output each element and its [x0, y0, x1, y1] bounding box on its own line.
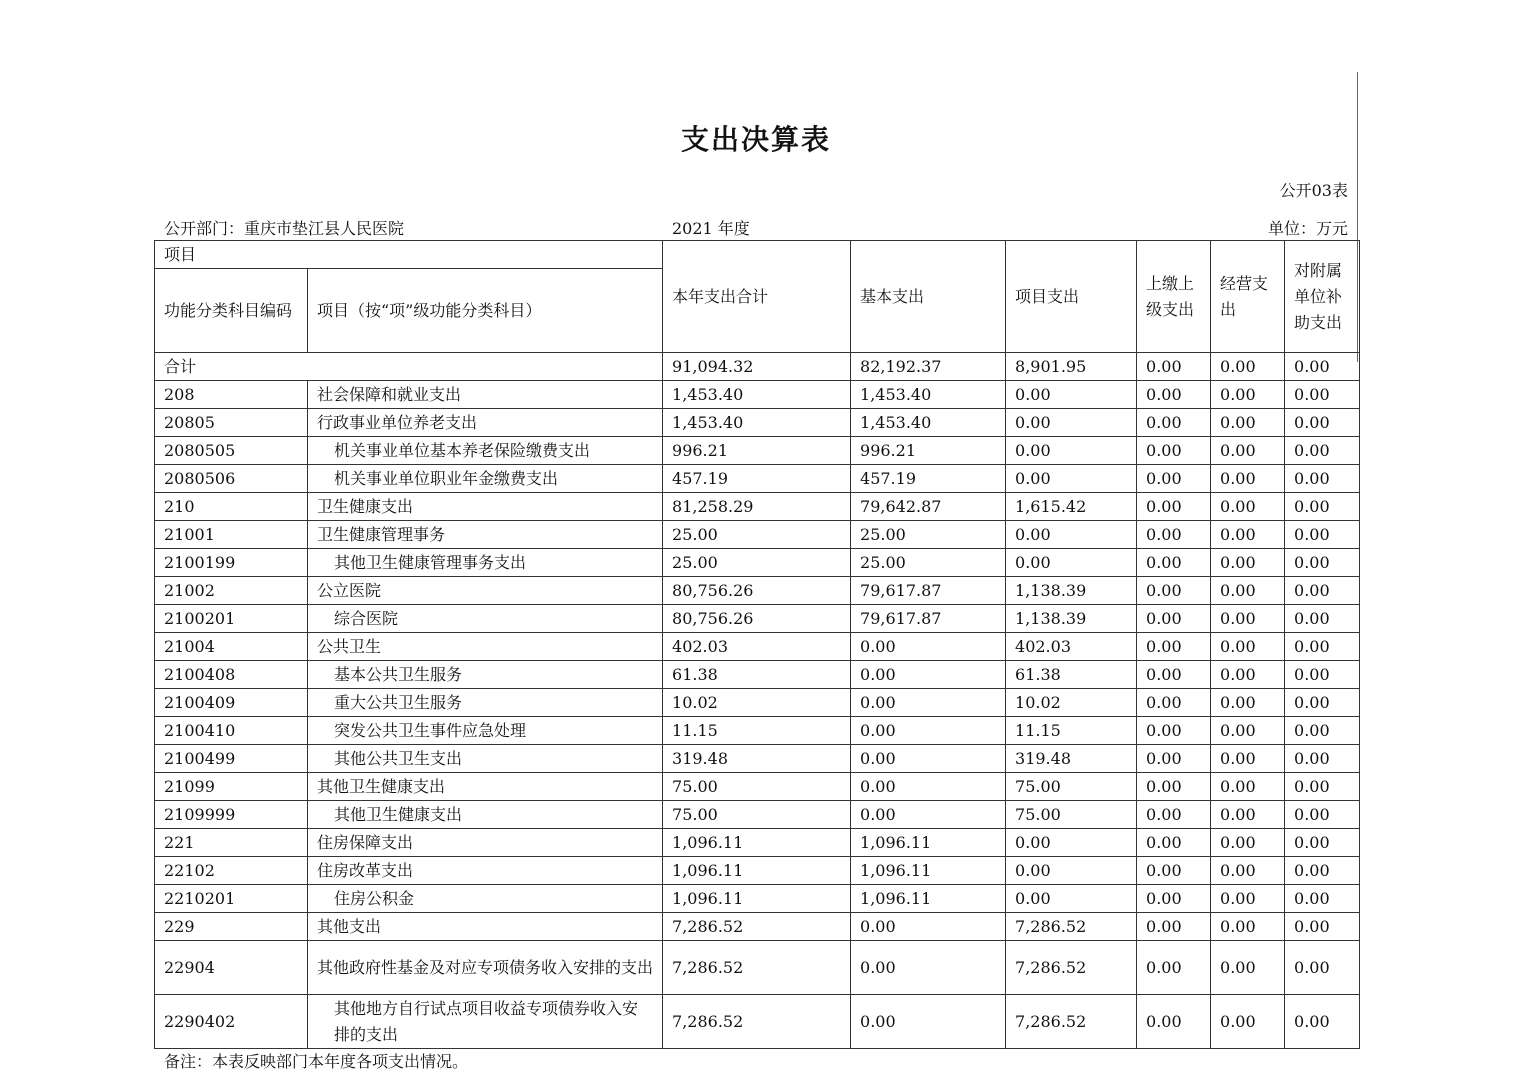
- row-code: 21002: [155, 577, 308, 605]
- row-total: 1,096.11: [663, 829, 851, 857]
- row-subsidy: 0.00: [1285, 885, 1360, 913]
- row-upper: 0.00: [1137, 521, 1211, 549]
- total-subsidy: 0.00: [1285, 353, 1360, 381]
- row-name: 重大公共卫生服务: [308, 689, 663, 717]
- row-total: 7,286.52: [663, 995, 851, 1049]
- row-code: 210: [155, 493, 308, 521]
- row-total: 10.02: [663, 689, 851, 717]
- row-subsidy: 0.00: [1285, 465, 1360, 493]
- row-name: 住房改革支出: [308, 857, 663, 885]
- row-name: 社会保障和就业支出: [308, 381, 663, 409]
- row-total: 1,096.11: [663, 857, 851, 885]
- year-label: 2021 年度: [672, 219, 750, 238]
- row-upper: 0.00: [1137, 633, 1211, 661]
- row-business: 0.00: [1211, 857, 1285, 885]
- table-row: [155, 857, 1360, 885]
- row-name: 行政事业单位养老支出: [308, 409, 663, 437]
- page-title: 支出决算表: [680, 123, 831, 156]
- row-upper: 0.00: [1137, 689, 1211, 717]
- row-name: 综合医院: [308, 605, 663, 633]
- row-upper: 0.00: [1137, 661, 1211, 689]
- row-subsidy: 0.00: [1285, 549, 1360, 577]
- row-basic: 1,453.40: [851, 409, 1006, 437]
- row-total: 319.48: [663, 745, 851, 773]
- row-total: 1,453.40: [663, 381, 851, 409]
- row-upper: 0.00: [1137, 829, 1211, 857]
- table-row: [155, 885, 1360, 913]
- row-name: 其他支出: [308, 913, 663, 941]
- row-business: 0.00: [1211, 493, 1285, 521]
- row-name: 基本公共卫生服务: [308, 661, 663, 689]
- row-basic: 0.00: [851, 941, 1006, 995]
- row-basic: 25.00: [851, 549, 1006, 577]
- row-basic: 1,096.11: [851, 829, 1006, 857]
- row-project: 7,286.52: [1006, 913, 1137, 941]
- table-row: [155, 995, 1360, 1049]
- row-name: 其他卫生健康支出: [308, 773, 663, 801]
- row-total: 25.00: [663, 521, 851, 549]
- row-basic: 457.19: [851, 465, 1006, 493]
- row-subsidy: 0.00: [1285, 941, 1360, 995]
- row-business: 0.00: [1211, 689, 1285, 717]
- row-project: 0.00: [1006, 885, 1137, 913]
- table-row: [155, 409, 1360, 437]
- row-business: 0.00: [1211, 633, 1285, 661]
- row-project: 0.00: [1006, 381, 1137, 409]
- row-name: 其他公共卫生支出: [308, 745, 663, 773]
- row-upper: 0.00: [1137, 717, 1211, 745]
- row-subsidy: 0.00: [1285, 521, 1360, 549]
- table-row: [155, 437, 1360, 465]
- row-subsidy: 0.00: [1285, 381, 1360, 409]
- row-basic: 25.00: [851, 521, 1006, 549]
- row-code: 21001: [155, 521, 308, 549]
- header-subsidy: 对附属单位补助支出: [1285, 241, 1360, 353]
- row-upper: 0.00: [1137, 995, 1211, 1049]
- table-row: [155, 577, 1360, 605]
- row-basic: 0.00: [851, 661, 1006, 689]
- row-upper: 0.00: [1137, 465, 1211, 493]
- row-upper: 0.00: [1137, 857, 1211, 885]
- total-upper: 0.00: [1137, 353, 1211, 381]
- row-business: 0.00: [1211, 437, 1285, 465]
- row-total: 80,756.26: [663, 605, 851, 633]
- row-name: 机关事业单位基本养老保险缴费支出: [308, 437, 663, 465]
- row-code: 22904: [155, 941, 308, 995]
- row-basic: 996.21: [851, 437, 1006, 465]
- row-subsidy: 0.00: [1285, 661, 1360, 689]
- row-project: 7,286.52: [1006, 941, 1137, 995]
- header-basic: 基本支出: [851, 241, 1006, 353]
- row-subsidy: 0.00: [1285, 437, 1360, 465]
- row-code: 2100499: [155, 745, 308, 773]
- row-project: 75.00: [1006, 773, 1137, 801]
- row-business: 0.00: [1211, 801, 1285, 829]
- row-business: 0.00: [1211, 717, 1285, 745]
- row-project: 7,286.52: [1006, 995, 1137, 1049]
- row-basic: 1,096.11: [851, 857, 1006, 885]
- row-project: 0.00: [1006, 437, 1137, 465]
- row-name: 公立医院: [308, 577, 663, 605]
- header-business: 经营支出: [1211, 241, 1285, 353]
- row-subsidy: 0.00: [1285, 745, 1360, 773]
- row-basic: 0.00: [851, 745, 1006, 773]
- row-name: 公共卫生: [308, 633, 663, 661]
- row-subsidy: 0.00: [1285, 577, 1360, 605]
- row-basic: 0.00: [851, 689, 1006, 717]
- form-number: 公开03表: [1279, 181, 1348, 200]
- row-subsidy: 0.00: [1285, 801, 1360, 829]
- row-subsidy: 0.00: [1285, 829, 1360, 857]
- row-code: 2100199: [155, 549, 308, 577]
- row-total: 80,756.26: [663, 577, 851, 605]
- row-subsidy: 0.00: [1285, 717, 1360, 745]
- row-project: 61.38: [1006, 661, 1137, 689]
- row-name: 卫生健康支出: [308, 493, 663, 521]
- table-row: [155, 605, 1360, 633]
- row-project: 10.02: [1006, 689, 1137, 717]
- row-subsidy: 0.00: [1285, 773, 1360, 801]
- table-row: [155, 465, 1360, 493]
- row-subsidy: 0.00: [1285, 857, 1360, 885]
- row-basic: 0.00: [851, 801, 1006, 829]
- row-code: 221: [155, 829, 308, 857]
- row-total: 75.00: [663, 773, 851, 801]
- row-project: 75.00: [1006, 801, 1137, 829]
- row-subsidy: 0.00: [1285, 605, 1360, 633]
- row-name: 其他政府性基金及对应专项债务收入安排的支出: [308, 941, 663, 995]
- row-upper: 0.00: [1137, 493, 1211, 521]
- row-name: 突发公共卫生事件应急处理: [308, 717, 663, 745]
- row-code: 22102: [155, 857, 308, 885]
- unit-label: 单位：万元: [1267, 219, 1348, 238]
- row-name: 其他卫生健康管理事务支出: [308, 549, 663, 577]
- table-row: [155, 661, 1360, 689]
- row-project: 402.03: [1006, 633, 1137, 661]
- header-total: 本年支出合计: [663, 241, 851, 353]
- table-row: [155, 493, 1360, 521]
- row-project: 319.48: [1006, 745, 1137, 773]
- row-total: 7,286.52: [663, 913, 851, 941]
- row-basic: 79,617.87: [851, 605, 1006, 633]
- row-code: 21099: [155, 773, 308, 801]
- header-project: 项目: [155, 241, 663, 269]
- row-business: 0.00: [1211, 605, 1285, 633]
- row-subsidy: 0.00: [1285, 493, 1360, 521]
- row-name: 住房保障支出: [308, 829, 663, 857]
- row-basic: 0.00: [851, 717, 1006, 745]
- total-business: 0.00: [1211, 353, 1285, 381]
- table-row: [155, 381, 1360, 409]
- row-subsidy: 0.00: [1285, 913, 1360, 941]
- row-code: 21004: [155, 633, 308, 661]
- row-code: 2109999: [155, 801, 308, 829]
- row-code: 2100201: [155, 605, 308, 633]
- row-code: 20805: [155, 409, 308, 437]
- row-business: 0.00: [1211, 549, 1285, 577]
- table-row: [155, 745, 1360, 773]
- row-upper: 0.00: [1137, 941, 1211, 995]
- row-project: 11.15: [1006, 717, 1137, 745]
- header-code: 功能分类科目编码: [155, 269, 308, 353]
- row-project: 1,138.39: [1006, 605, 1137, 633]
- table-row: [155, 521, 1360, 549]
- row-upper: 0.00: [1137, 549, 1211, 577]
- row-upper: 0.00: [1137, 577, 1211, 605]
- row-basic: 1,453.40: [851, 381, 1006, 409]
- row-total: 7,286.52: [663, 941, 851, 995]
- row-project: 1,138.39: [1006, 577, 1137, 605]
- row-total: 402.03: [663, 633, 851, 661]
- row-code: 2290402: [155, 995, 308, 1049]
- row-basic: 0.00: [851, 773, 1006, 801]
- total-label: 合计: [155, 353, 663, 381]
- row-name: 其他地方自行试点项目收益专项债券收入安排的支出: [308, 995, 663, 1049]
- row-upper: 0.00: [1137, 409, 1211, 437]
- row-total: 1,096.11: [663, 885, 851, 913]
- table-row: [155, 801, 1360, 829]
- row-name: 机关事业单位职业年金缴费支出: [308, 465, 663, 493]
- row-code: 208: [155, 381, 308, 409]
- row-code: 2080505: [155, 437, 308, 465]
- row-project: 0.00: [1006, 521, 1137, 549]
- row-business: 0.00: [1211, 885, 1285, 913]
- row-upper: 0.00: [1137, 381, 1211, 409]
- header-project-expenditure: 项目支出: [1006, 241, 1137, 353]
- row-business: 0.00: [1211, 773, 1285, 801]
- row-project: 0.00: [1006, 549, 1137, 577]
- row-upper: 0.00: [1137, 913, 1211, 941]
- row-subsidy: 0.00: [1285, 995, 1360, 1049]
- table-row: [155, 773, 1360, 801]
- row-name: 住房公积金: [308, 885, 663, 913]
- row-name: 其他卫生健康支出: [308, 801, 663, 829]
- row-name: 卫生健康管理事务: [308, 521, 663, 549]
- total-row: [155, 353, 1360, 381]
- row-code: 2100408: [155, 661, 308, 689]
- row-upper: 0.00: [1137, 437, 1211, 465]
- footnote: 备注：本表反映部门本年度各项支出情况。: [164, 1052, 469, 1071]
- row-basic: 0.00: [851, 995, 1006, 1049]
- total-basic: 82,192.37: [851, 353, 1006, 381]
- row-subsidy: 0.00: [1285, 689, 1360, 717]
- row-total: 81,258.29: [663, 493, 851, 521]
- row-upper: 0.00: [1137, 745, 1211, 773]
- row-total: 457.19: [663, 465, 851, 493]
- row-code: 2100409: [155, 689, 308, 717]
- row-total: 996.21: [663, 437, 851, 465]
- row-business: 0.00: [1211, 381, 1285, 409]
- table-row: [155, 717, 1360, 745]
- row-project: 0.00: [1006, 829, 1137, 857]
- row-project: 1,615.42: [1006, 493, 1137, 521]
- row-business: 0.00: [1211, 465, 1285, 493]
- table-row: [155, 913, 1360, 941]
- row-code: 2100410: [155, 717, 308, 745]
- row-subsidy: 0.00: [1285, 633, 1360, 661]
- department-label: 公开部门：重庆市垫江县人民医院: [164, 219, 405, 238]
- row-subsidy: 0.00: [1285, 409, 1360, 437]
- row-total: 25.00: [663, 549, 851, 577]
- expenditure-table: [154, 240, 1360, 1049]
- table-row: [155, 941, 1360, 995]
- row-total: 1,453.40: [663, 409, 851, 437]
- row-project: 0.00: [1006, 465, 1137, 493]
- row-basic: 0.00: [851, 913, 1006, 941]
- row-total: 11.15: [663, 717, 851, 745]
- row-upper: 0.00: [1137, 773, 1211, 801]
- header-name: 项目（按“项”级功能分类科目）: [308, 269, 663, 353]
- total-total: 91,094.32: [663, 353, 851, 381]
- row-business: 0.00: [1211, 577, 1285, 605]
- row-business: 0.00: [1211, 661, 1285, 689]
- row-project: 0.00: [1006, 857, 1137, 885]
- row-basic: 0.00: [851, 633, 1006, 661]
- row-business: 0.00: [1211, 521, 1285, 549]
- row-basic: 79,642.87: [851, 493, 1006, 521]
- table-row: [155, 549, 1360, 577]
- row-business: 0.00: [1211, 995, 1285, 1049]
- row-project: 0.00: [1006, 409, 1137, 437]
- row-basic: 1,096.11: [851, 885, 1006, 913]
- row-upper: 0.00: [1137, 605, 1211, 633]
- row-total: 61.38: [663, 661, 851, 689]
- row-upper: 0.00: [1137, 801, 1211, 829]
- row-business: 0.00: [1211, 409, 1285, 437]
- table-row: [155, 633, 1360, 661]
- table-row: [155, 829, 1360, 857]
- row-business: 0.00: [1211, 745, 1285, 773]
- row-basic: 79,617.87: [851, 577, 1006, 605]
- row-business: 0.00: [1211, 941, 1285, 995]
- header-row-1: [155, 241, 1360, 269]
- row-business: 0.00: [1211, 829, 1285, 857]
- row-code: 2080506: [155, 465, 308, 493]
- row-total: 75.00: [663, 801, 851, 829]
- row-code: 229: [155, 913, 308, 941]
- row-business: 0.00: [1211, 913, 1285, 941]
- row-code: 2210201: [155, 885, 308, 913]
- header-upper: 上缴上级支出: [1137, 241, 1211, 353]
- row-upper: 0.00: [1137, 885, 1211, 913]
- table-row: [155, 689, 1360, 717]
- total-project: 8,901.95: [1006, 353, 1137, 381]
